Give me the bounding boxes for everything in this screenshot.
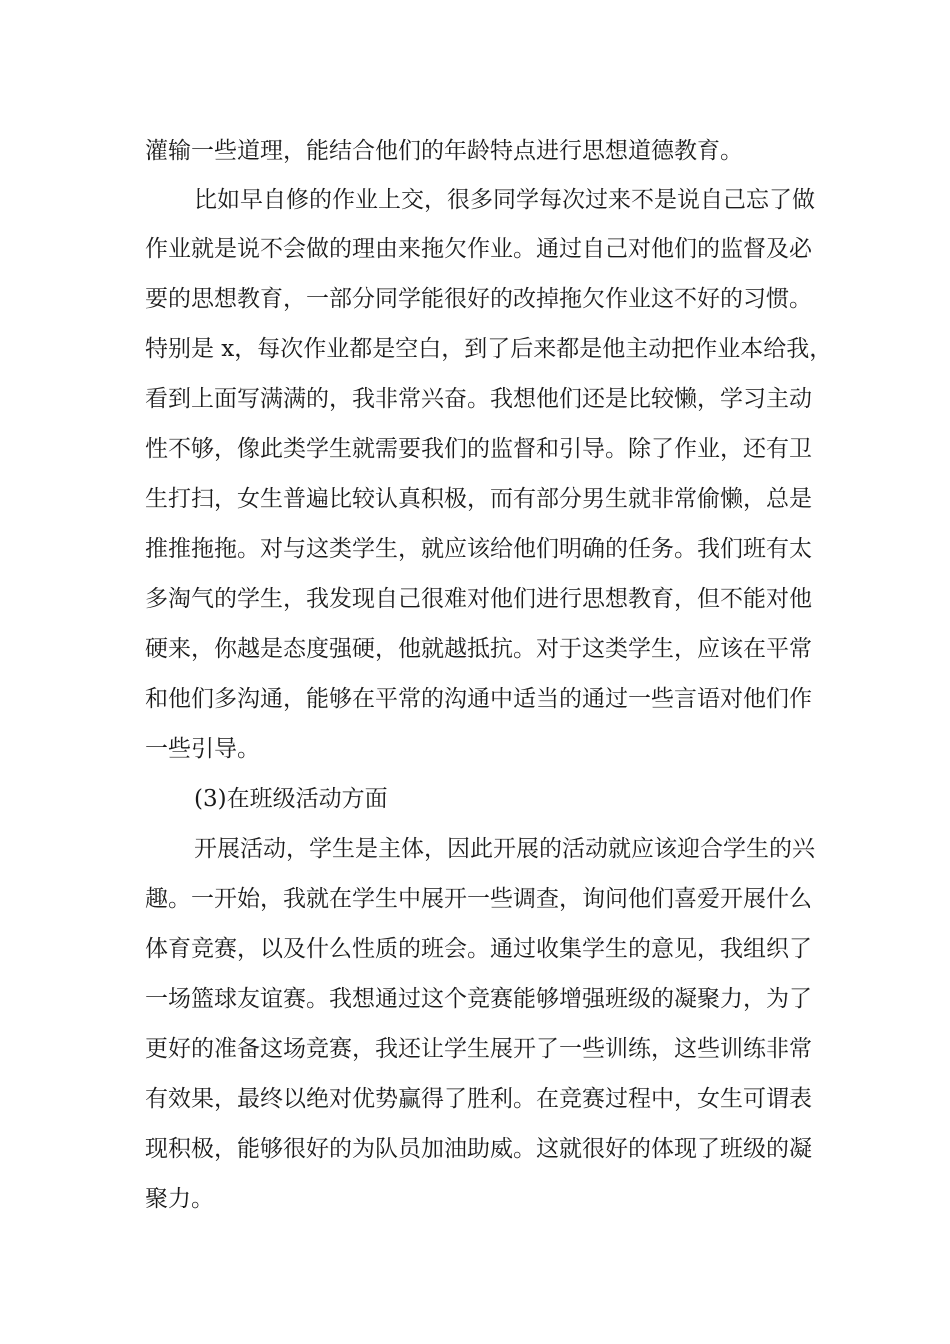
text-line: 推推拖拖。对与这类学生，就应该给他们明确的任务。我们班有太 — [145, 536, 812, 562]
section-heading: (3)在班级活动方面 — [194, 786, 388, 812]
text-line: 比如早自修的作业上交，很多同学每次过来不是说自己忘了做 — [194, 187, 815, 213]
text-line: 趣。一开始，我就在学生中展开一些调查，询问他们喜爱开展什么 — [145, 886, 812, 912]
text-line: 硬来，你越是态度强硬，他就越抵抗。对于这类学生，应该在平常 — [145, 636, 812, 662]
text-line: 和他们多沟通，能够在平常的沟通中适当的通过一些言语对他们作 — [145, 686, 812, 712]
text-line: 看到上面写满满的，我非常兴奋。我想他们还是比较懒，学习主动 — [145, 386, 812, 412]
text-line: 生打扫，女生普遍比较认真积极，而有部分男生就非常偷懒，总是 — [145, 486, 812, 512]
text-line: 聚力。 — [145, 1186, 214, 1212]
text-line: 作业就是说不会做的理由来拖欠作业。通过自己对他们的监督及必 — [145, 236, 812, 262]
text-line: 性不够，像此类学生就需要我们的监督和引导。除了作业，还有卫 — [145, 436, 812, 462]
text-line: 灌输一些道理，能结合他们的年龄特点进行思想道德教育。 — [145, 138, 743, 164]
text-line: 一些引导。 — [145, 736, 260, 762]
text-line: 现积极，能够很好的为队员加油助威。这就很好的体现了班级的凝 — [145, 1136, 812, 1162]
text-line: 多淘气的学生，我发现自己很难对他们进行思想教育，但不能对他 — [145, 586, 812, 612]
text-line: 一场篮球友谊赛。我想通过这个竞赛能够增强班级的凝聚力，为了 — [145, 986, 812, 1012]
text-line: 更好的准备这场竞赛，我还让学生展开了一些训练，这些训练非常 — [145, 1036, 812, 1062]
text-line: 特别是 x，每次作业都是空白，到了后来都是他主动把作业本给我， — [145, 336, 833, 362]
text-line: 要的思想教育，一部分同学能很好的改掉拖欠作业这不好的习惯。 — [145, 286, 812, 312]
text-line: 体育竞赛，以及什么性质的班会。通过收集学生的意见，我组织了 — [145, 936, 812, 962]
text-line: 有效果，最终以绝对优势赢得了胜利。在竞赛过程中，女生可谓表 — [145, 1086, 812, 1112]
text-line: 开展活动，学生是主体，因此开展的活动就应该迎合学生的兴 — [194, 836, 815, 862]
